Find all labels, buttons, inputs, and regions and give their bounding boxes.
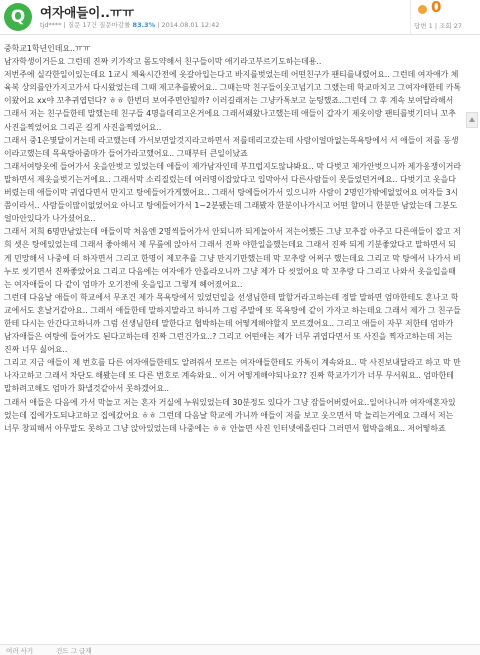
content-paragraph: 저번주에 실각한일이있는데요 1교시 체육시간전에 옷갈아입는다고 바지를벗었는데 어떤친구가 팬티를내렸어요.. 그런데 여자애가 체육복 상의를안가지고가서 다시왔었는데 그때 제고추를봤어요.. 그때는막 친구들이웃고넘기고 그랬는데 학교마치고 그여자애한테 카톡이왔어요 xx야 꼬추귀엽던다? ㅎㅎ 한번더 보여주면안될까? 이러길래저는 그냥카톡보고 눈팅했죠..그런데 그 후 계속 보여달라해서 그래서 저는 친구들한테 말했는데 친구들 4명을데리고온거에요 그래서왜왔나고했는데 애들이 갑자기 제옷이랑 팬티를벗기더니 꼬추사진을찍었어요 그리곤 길게 사진을찍었어요.. <box>4 70 461 132</box>
question-meta: tjd**** | 질문 17건 질문마감률 83.3% | 2014.08.01 12:42 <box>40 21 220 29</box>
post-date: 2014.08.01 12:42 <box>161 21 220 29</box>
question-content <box>4 42 462 435</box>
question-title[interactable]: 여자애들이..ㅠㅠ <box>40 5 135 20</box>
content-paragraph: 그런데 다음날 애들이 학교에서 무조건 제가 목욕탕에서 있었던일을 선생님한테 말할거라고하는데 정말 말하면 엄마한테도 혼나고 학교에서도 혼날거같아요.. 그래서 애들한테 말하지말라고 하니까 그럼 주말에 또 목욕탕에 같이 가자고 하는데요 그래서 제가 그 친구들한테 다시는 안간다고하니까 그럼 선생님한테 말한다고 협박하는데 어떻게해야할지 모르겠어요.. 그리고 애들이 자꾸 저한테 엄마가 남자애들은 여탕에 들어가도 된다고하는데 진짜 그런건가요..? 그리고 어떤애는 제가 너무 귀엽다면서 또 사진을 찍자고하는데 저는 진짜 너무 싫어요.. <box>4 292 461 355</box>
content-paragraph: 그래서여탕옷에 들어가서 옷을안벗고 있었는데 애들이 제가남자인데 부끄럽지도않냐봐요.. 막 다벗고 제가안벗으니까 제가옹쟁이거라 말하면서 제옷을벗기는거에요.. 그래서막 소리질렀는데 여러명이잡았다고 입막아서 다른사람들이 못들었던거에요.. 다벗기고 옷을다버렸는데 애들이막 귀엽다면서 만지고 탕에들어가게했어요.. 그래서 탕에들어가서 있으니까 사람이 2명인가밖에없었어요 여자들 3시쯤이라서.. 사람들이많이없었어요 아니고 탕에들어가서 1~2분됐는데 그래봤자 한분이나가시고 어떤 할머니 한분만 남았는데 그분도 얼마안있다가 나가셨어요.. <box>4 161 464 224</box>
content-paragraph: 그래서 애들은 다음에 가서 막놀고 저는 혼자 거실에 누워있었는데 30분정도 있다가 그냥 잠들어버렸어요..일어나니까 여자애혼자있었는데 집에가도되냐고하고 집에갔어요 ㅎㅎ 그런데 다음날 학교에 가니까 애들이 저를 보고 웃으면서 막 놀리는거에요 그래서 저는 너무 창피해서 아무말도 못하고 그냥 앉아있었는데 나중에는 ㅎㅎ 안놀면 사진 인터넷에올린다 그러면서 협박을해요.. 저어떻하죠 <box>4 397 456 433</box>
score-box <box>410 0 480 34</box>
content-paragraph: 그리고 지금 애들이 제 번호를 다른 여자애들한테도 알려줘서 모르는 여자애들한테도 카톡이 계속와요.. 막 사진보내달라고 하고 막 만나자고하고 그래서 차단도 해봤는데 또 다른 번호로 계속와요.. 이거 어떻게해야되나요?? 진짜 학교가기가 너무 무서워요.. 엄마한테 말하려고해도 엄마가 화낼것같아서 못하겠어요.. <box>4 358 461 394</box>
answer-view-stats: 답변 1 | 조회 27 <box>414 22 463 30</box>
answer-count: 답변 1 <box>414 22 433 30</box>
answer-rate-value: 83.3% <box>132 21 156 29</box>
footer-bar <box>0 644 480 655</box>
answer-rate-label: 질문 17건 질문마감률 <box>67 21 131 29</box>
score-value: 0 <box>431 0 442 16</box>
footer-right-text[interactable]: 건드 그 급재 <box>56 647 92 655</box>
coin-icon <box>418 5 427 14</box>
footer-left-text[interactable]: 여러 사기 <box>6 647 34 655</box>
question-header <box>0 0 480 35</box>
author-id[interactable]: tjd**** <box>40 21 62 29</box>
content-paragraph: 그래서 중1은몇달이거는데 라고했는데 가서보면알것지라고하면서 저를데리고갔는데 사람이얼마없는목욕탕에서 서 애들이 저를 동생이라고했는데 목욕탕아줌마가 들어가라고했어요.. 그때부터 큰일이났죠 <box>4 135 459 158</box>
question-badge-icon: Q <box>4 3 32 31</box>
scroll-up-button[interactable] <box>466 112 478 128</box>
content-paragraph: 중학교1학년인데요..ㅠㅠ <box>4 44 91 53</box>
content-paragraph: 남자학생이거든요 그런데 진짜 키가작고 몸도약해서 친구들이막 애기라고부르기도하는데용.. <box>4 57 322 67</box>
content-paragraph: 그래서 저희 6명만남았는데 애들이막 처음엔 2명씩들어가서 안되니까 되게놀아서 저는어쨌든 그냥 꼬추잡 아주고 다른애들이 잡고 저희 셋은 탕에있었는데 그래서 좋아해서 제 무릎에 앉아서 그래서 진짜 야한일을했는데요 그래서 진짜 되게 기분좋았다고 말하면서 되게 민망해서 나중에 더 하자면서 그리고 한명이 제꼬추를 그냥 만지기만했는데 막 꼬추랑 어쩌구 했는데요 그리고 막 탕에서 나가서 비누로 씻기면서 진짜좋았어요 그리고 다음에는 여자애가 안올라오니까 그냥 제가 다 씻었어요 막 꼬추랑 다 그리고 나와서 옷을입을때는 여자애들이 다 같이 엄마가 오기전에 옷을입고 그렇게 헤어졌어요.. <box>4 227 461 289</box>
view-count: 조회 27 <box>439 22 463 30</box>
